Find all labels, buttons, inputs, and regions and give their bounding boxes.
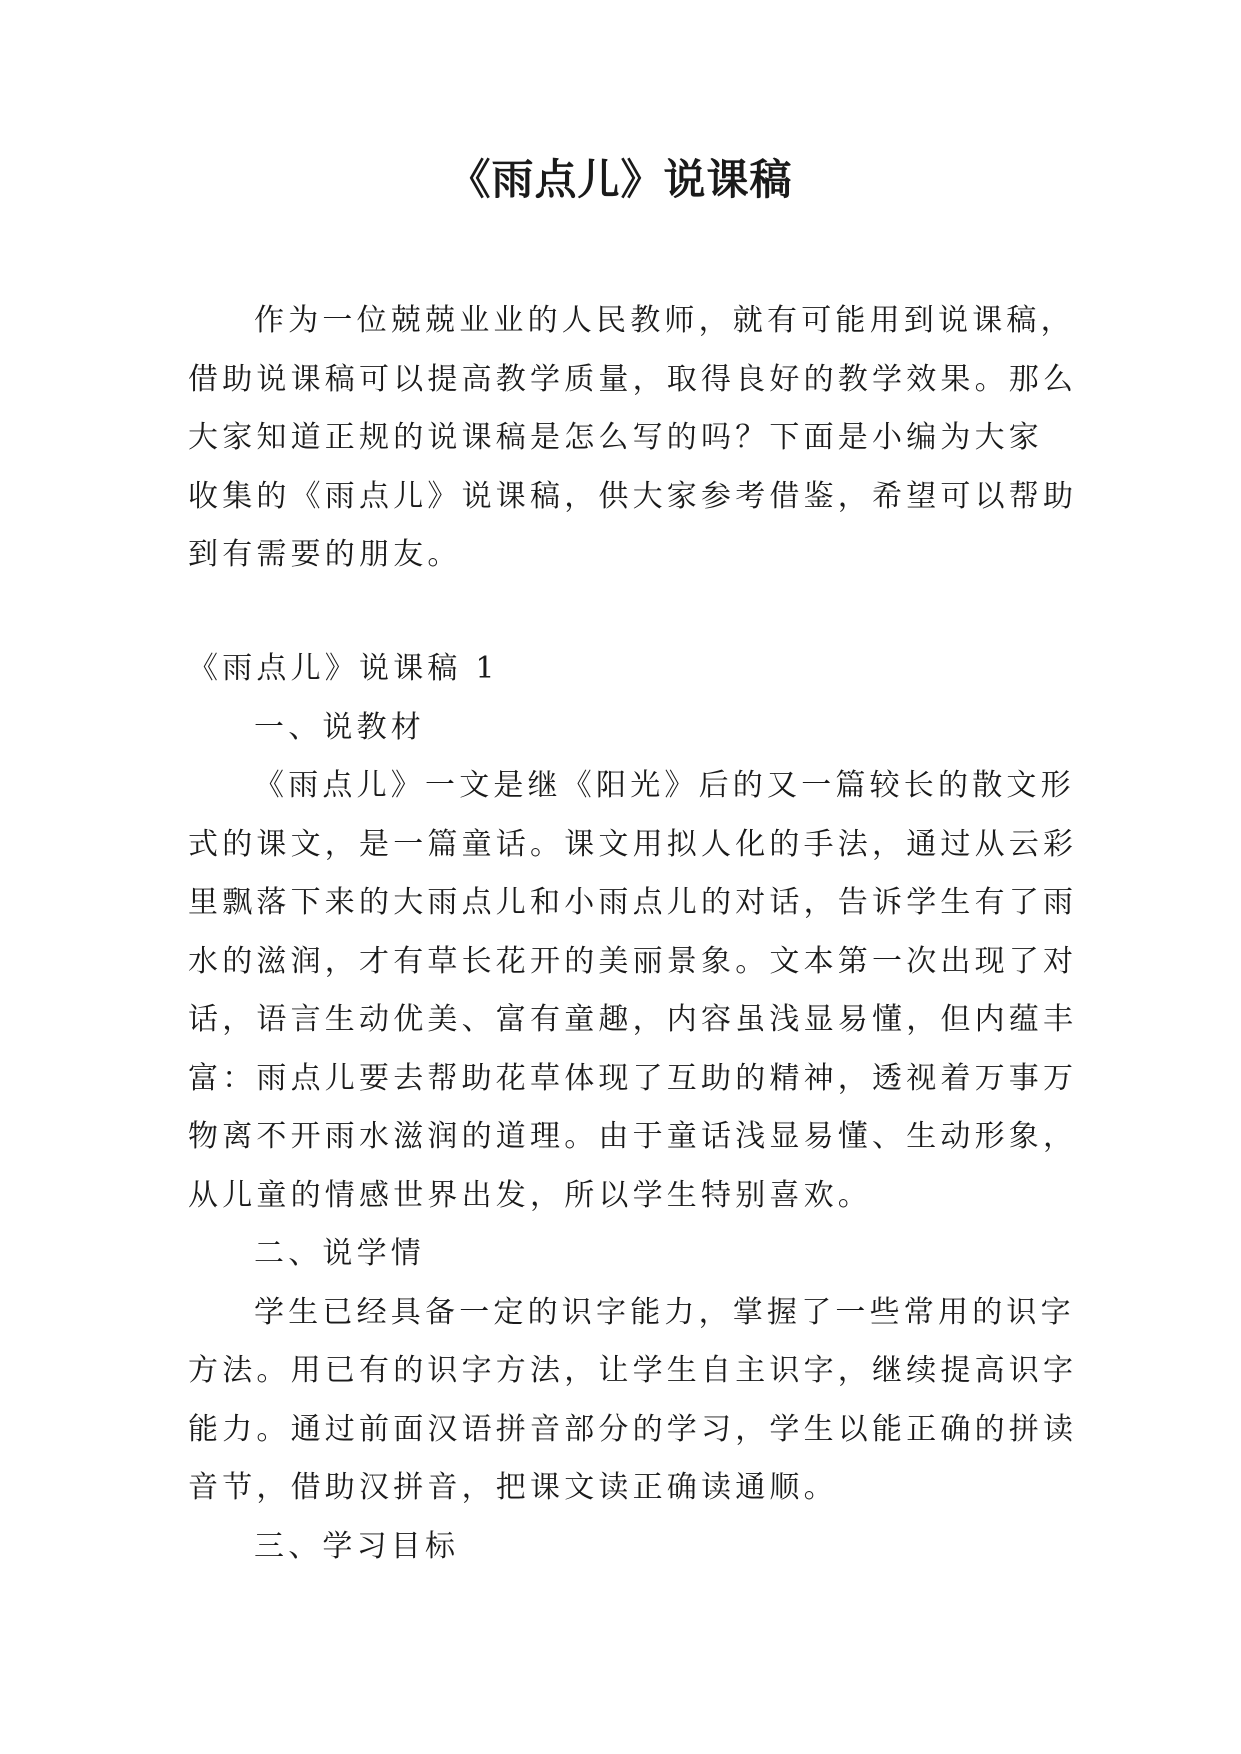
paragraph-line: 学生已经具备一定的识字能力，掌握了一些常用的识字 bbox=[254, 1294, 1075, 1330]
paragraph-line: 水的滋润，才有草长花开的美丽景象。文本第一次出现了对 bbox=[188, 943, 1078, 979]
paragraph-line: 能力。通过前面汉语拼音部分的学习，学生以能正确的拼读 bbox=[188, 1411, 1078, 1447]
intro-line: 作为一位兢兢业业的人民教师，就有可能用到说课稿， bbox=[254, 303, 1075, 338]
paragraph-line: 方法。用已有的识字方法，让学生自主识字，继续提高识字 bbox=[188, 1353, 1078, 1388]
intro-line: 到有需要的朋友。 bbox=[188, 537, 462, 572]
paragraph-line: 音节，借助汉拼音，把课文读正确读通顺。 bbox=[188, 1470, 838, 1505]
paragraph-line: 式的课文，是一篇童话。课文用拟人化的手法，通过从云彩 bbox=[188, 826, 1078, 862]
intro-line: 大家知道正规的说课稿是怎么写的吗？下面是小编为大家 bbox=[188, 420, 1043, 455]
heading-students: 二、说学情 bbox=[254, 1236, 425, 1271]
intro-line: 借助说课稿可以提高教学质量，取得良好的教学效果。那么 bbox=[188, 361, 1078, 397]
heading-textbook: 一、说教材 bbox=[254, 709, 425, 745]
intro-line: 收集的《雨点儿》说课稿，供大家参考借鉴，希望可以帮助 bbox=[188, 478, 1078, 514]
heading-objectives: 三、学习目标 bbox=[254, 1528, 460, 1564]
paragraph-line: 里飘落下来的大雨点儿和小雨点儿的对话，告诉学生有了雨 bbox=[188, 885, 1078, 920]
paragraph-line: 话，语言生动优美、富有童趣，内容虽浅显易懂，但内蕴丰 bbox=[188, 1002, 1078, 1037]
page-title: 《雨点儿》说课稿 bbox=[448, 155, 793, 204]
paragraph-line: 物离不开雨水滋润的道理。由于童话浅显易懂、生动形象， bbox=[188, 1119, 1078, 1154]
paragraph-line: 从儿童的情感世界出发，所以学生特别喜欢。 bbox=[188, 1177, 872, 1213]
section-title: 《雨点儿》说课稿 1 bbox=[188, 651, 499, 686]
intro-paragraph bbox=[188, 292, 1078, 585]
paragraph-line: 《雨点儿》一文是继《阳光》后的又一篇较长的散文形 bbox=[254, 768, 1075, 803]
paragraph-line: 富：雨点儿要去帮助花草体现了互助的精神，透视着万事万 bbox=[188, 1060, 1078, 1096]
section-body bbox=[188, 640, 1078, 1576]
